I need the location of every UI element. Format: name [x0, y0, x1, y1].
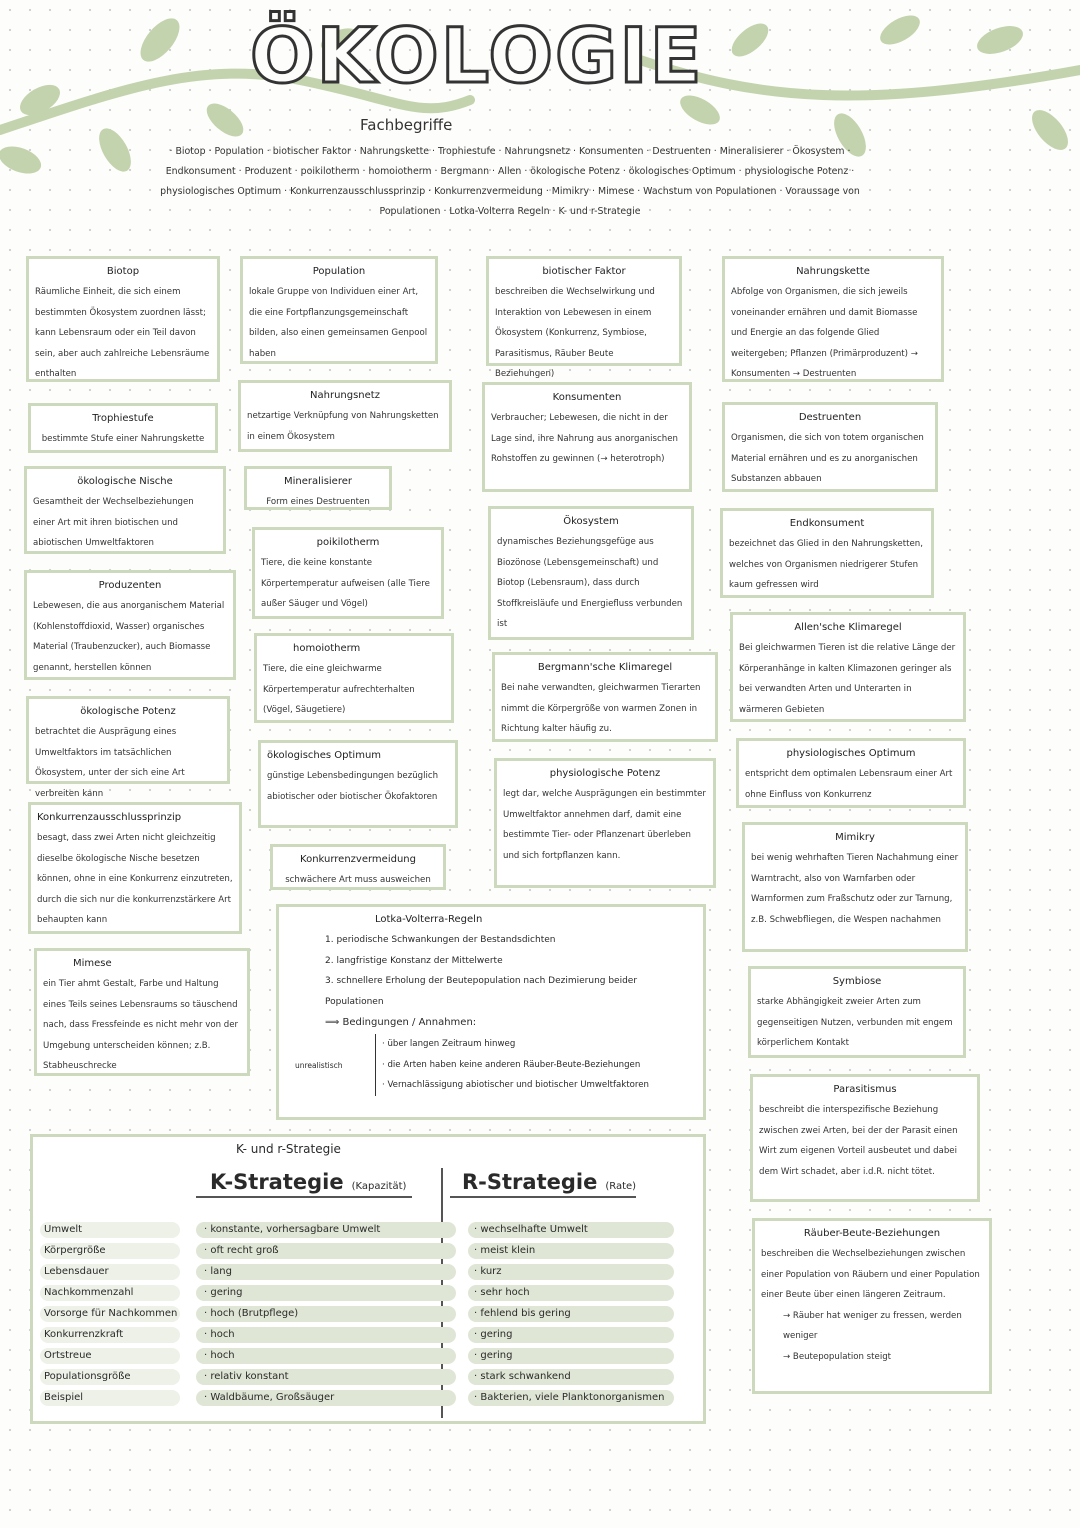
card-text: Bei gleichwarmen Tieren ist die relative Länge der Körperanhänge in kalten Klimazonen geringer als bei verwandten Arten und Unterarten in wärmeren Gebieten: [739, 643, 956, 715]
card-text: bestimmte Stufe einer Nahrungskette: [41, 434, 205, 444]
card-title: physiologisches Optimum: [786, 748, 916, 759]
leaf-icon: [93, 123, 138, 177]
kr-row: [40, 1369, 680, 1389]
card-text: Lebewesen, die aus anorganischem Material (Kohlenstoffdioxid, Wasser) organisches Material (Traubenzucker), auch Biomasse genannt, herstellen können: [33, 601, 225, 673]
card-text: schwächere Art muss ausweichen: [285, 875, 431, 885]
kr-row-k: · hoch: [196, 1348, 456, 1364]
lotka-condition: · die Arten haben keine anderen Räuber-Beute-Beziehungen: [382, 1059, 641, 1070]
kr-row: [40, 1264, 680, 1284]
kr-row-r: · Bakterien, viele Planktonorganismen: [468, 1390, 674, 1406]
card-title: Nahrungskette: [796, 266, 870, 277]
card-konsumenten: [482, 382, 692, 492]
card-title: physiologische Potenz: [549, 768, 661, 779]
card-title: Destruenten: [798, 412, 862, 423]
card-biotop: [26, 256, 220, 382]
card-konkurrenzausschlussprinzip: [28, 802, 242, 934]
lotka-side-label: unrealistisch: [295, 1061, 343, 1070]
page-title: ÖKOLOGIE: [250, 11, 704, 100]
card-homoiotherm: [254, 633, 454, 723]
card-text: entspricht dem optimalen Lebensraum einer Art ohne Einfluss von Konkurrenz: [745, 769, 953, 800]
card-title: Konkurrenzvermeidung: [300, 854, 416, 865]
card-text: dynamisches Beziehungsgefüge aus Biozönose (Lebensgemeinschaft) und Biotop (Lebensraum), dass durch Stoffkreisläufe und Energiefluss verbunden ist: [497, 537, 683, 629]
card-text: bezeichnet das Glied in den Nahrungsketten, welches von Organismen niedrigerer Stufen kaum gefressen wird: [729, 539, 923, 590]
kr-row: [40, 1306, 680, 1326]
kr-row-label: Ortstreue: [44, 1350, 92, 1361]
card-text: bei wenig wehrhaften Tieren Nachahmung einer Warntracht, also von Warnfarben oder Warnformen zum Fraßschutz oder zur Tarnung, z.B. Schwebfliegen, die Wespen nachahmen: [751, 853, 959, 925]
card-title: Mimese: [73, 958, 112, 969]
kr-row-k: · gering: [196, 1285, 456, 1301]
kr-row-k: · relativ konstant: [196, 1369, 456, 1385]
k-strategy-heading: [210, 1170, 406, 1194]
card-oekosystem: [488, 506, 694, 640]
card-text: günstige Lebensbedingungen bezüglich abiotischer oder biotischer Ökofaktoren: [267, 771, 439, 802]
k-strategy-sub: (Kapazität): [351, 1181, 407, 1192]
card-produzenten: [24, 570, 236, 680]
card-text: netzartige Verknüpfung von Nahrungsketten in einem Ökosystem: [247, 411, 439, 442]
card-title: Symbiose: [832, 976, 882, 987]
card-raeuber-beute: [752, 1218, 992, 1394]
card-title: Mimikry: [835, 832, 875, 843]
card-mimese: [34, 948, 250, 1076]
kr-row-label: Lebensdauer: [44, 1266, 109, 1277]
kr-title: K- und r-Strategie: [236, 1142, 341, 1156]
card-title: Trophiestufe: [92, 413, 154, 424]
card-physiologische-potenz: [494, 758, 716, 888]
kr-row-label: Konkurrenzkraft: [44, 1329, 124, 1340]
kr-row-r: · wechselhafte Umwelt: [468, 1222, 674, 1238]
card-trophiestufe: [28, 403, 218, 453]
kr-row: [40, 1222, 680, 1242]
card-title: Mineralisierer: [284, 476, 352, 487]
card-text: beschreiben die Wechselbeziehungen zwischen einer Population von Räubern und einer Population einer Beute über einen längeren Zeitraum.: [761, 1249, 980, 1300]
card-text: beschreiben die Wechselwirkung und Interaktion von Lebewesen in einem Ökosystem (Konkurrenz, Symbiose, Parasitismus, Räuber Beute Beziehungen): [495, 287, 655, 379]
leaf-icon: [726, 17, 774, 62]
kr-row-k: · hoch (Brutpflege): [196, 1306, 456, 1322]
card-oekologische-potenz: [26, 696, 230, 799]
kr-row-label: Populationsgröße: [44, 1371, 131, 1382]
kr-row-k: · hoch: [196, 1327, 456, 1343]
card-title: Konsumenten: [552, 392, 622, 403]
card-text: besagt, dass zwei Arten nicht gleichzeitig dieselbe ökologische Nische besetzen können, ohne in eine Konkurrenz einzutreten, durch die sich nur die konkurrenzstärkere Art behaupten kann: [37, 833, 233, 925]
card-text: Gesamtheit der Wechselbeziehungen einer Art mit ihren biotischen und abiotischen Umweltfaktoren: [33, 497, 194, 548]
card-title: poikilotherm: [316, 537, 380, 548]
card-title: Nahrungsnetz: [310, 390, 380, 401]
card-lotka-volterra: [276, 904, 706, 1120]
card-text: starke Abhängigkeit zweier Arten zum gegenseitigen Nutzen, verbunden mit engem körperlichem Kontakt: [757, 997, 953, 1048]
k-strategy-label: K-Strategie: [210, 1170, 344, 1194]
lotka-rules: [285, 930, 697, 1012]
card-title: Population: [312, 266, 366, 277]
card-allen: [730, 612, 966, 722]
card-biotischer-faktor: [486, 256, 682, 379]
card-title: Biotop: [106, 266, 140, 277]
card-mimikry: [742, 822, 968, 952]
kr-row-label: Umwelt: [44, 1224, 83, 1235]
lotka-rule: 3. schnellere Erholung der Beutepopulation nach Dezimierung beider Populationen: [325, 976, 638, 1007]
page-subtitle: Fachbegriffe: [360, 116, 453, 134]
card-physiologisches-optimum: [736, 738, 966, 808]
leaf-icon: [1025, 104, 1074, 156]
lotka-condition: · Vernachlässigung abiotischer und biotischer Umweltfaktoren: [382, 1080, 649, 1090]
leaf-icon: [875, 9, 924, 50]
card-title: Konkurrenzausschlussprinzip: [37, 812, 182, 823]
card-text: betrachtet die Ausprägung eines Umweltfaktors im tatsächlichen Ökosystem, unter der sich eine Art verbreiten kann: [35, 727, 185, 799]
card-title: Bergmann'sche Klimaregel: [537, 662, 673, 673]
kr-row-r: · gering: [468, 1327, 674, 1343]
lotka-condition: · über langen Zeitraum hinweg: [382, 1039, 516, 1049]
card-mineralisierer: [244, 466, 392, 510]
kr-row-label: Beispiel: [44, 1392, 84, 1403]
kr-row-k: · Waldbäume, Großsäuger: [196, 1390, 456, 1406]
card-text: lokale Gruppe von Individuen einer Art, die eine Fortpflanzungsgemeinschaft bilden, also einen gemeinsamen Genpool haben: [249, 287, 428, 359]
card-text: legt dar, welche Ausprägungen ein bestimmter Umweltfaktor annehmen darf, damit eine bestimmte Tier- oder Pflanzenart überleben und sich fortpflanzen kann.: [503, 789, 706, 861]
lotka-rule: 2. langfristige Konstanz der Mittelwerte: [325, 955, 503, 966]
card-endkonsument: [720, 508, 934, 598]
card-text: Verbraucher; Lebewesen, die nicht in der Lage sind, ihre Nahrung aus anorganischen Rohstoffen zu gewinnen (→ heterotroph): [491, 413, 678, 464]
card-text: Form eines Destruenten: [266, 497, 370, 507]
kr-row-r: · meist klein: [468, 1243, 674, 1259]
kr-row-k: · lang: [196, 1264, 456, 1280]
kr-row-r: · sehr hoch: [468, 1285, 674, 1301]
card-population: [240, 256, 438, 364]
card-line: → Beutepopulation steigt: [783, 1351, 892, 1362]
card-line: → Räuber hat weniger zu fressen, werden weniger: [783, 1310, 962, 1341]
card-text: Tiere, die keine konstante Körpertemperatur aufweisen (alle Tiere außer Säuger und Vögel): [261, 558, 430, 609]
card-title: Produzenten: [98, 580, 162, 591]
r-strategy-sub: (Rate): [605, 1181, 637, 1192]
kr-row-r: · kurz: [468, 1264, 674, 1280]
r-strategy-label: R-Strategie: [462, 1170, 598, 1194]
kr-row-k: · konstante, vorhersagbare Umwelt: [196, 1222, 456, 1238]
lotka-rule: 1. periodische Schwankungen der Bestandsdichten: [325, 935, 556, 945]
card-title: Allen'sche Klimaregel: [794, 622, 902, 633]
card-text: Bei nahe verwandten, gleichwarmen Tierarten nimmt die Körpergröße von warmen Zonen in Richtung kalter häufig zu.: [501, 683, 701, 734]
card-text: ein Tier ahmt Gestalt, Farbe und Haltung eines Teils seines Lebensraums so täuschend nach, dass Fressfeinde es nicht mehr von der Umgebung unterscheiden können; z.B. Stabheuschrecke: [43, 979, 239, 1071]
kr-row: [40, 1285, 680, 1305]
kr-row-k: · oft recht groß: [196, 1243, 456, 1259]
kr-row-r: · fehlend bis gering: [468, 1306, 674, 1322]
card-title: homoiotherm: [293, 643, 361, 654]
card-title: ökologische Potenz: [80, 706, 176, 717]
card-text: beschreibt die interspezifische Beziehung zwischen zwei Arten, bei der der Parasit einen Wirt zum eigenen Vorteil ausbeutet und dabei dem Wirt schadet, aber i.d.R. nicht tötet.: [759, 1105, 958, 1177]
kr-row-label: Nachkommenzahl: [44, 1287, 134, 1298]
card-text: Tiere, die eine gleichwarme Körpertemperatur aufrechterhalten (Vögel, Säugetiere): [263, 664, 415, 715]
card-destruenten: [722, 402, 938, 492]
card-title: ökologische Nische: [77, 476, 173, 487]
kr-row-label: Vorsorge für Nachkommen: [44, 1308, 178, 1319]
kr-row: [40, 1327, 680, 1347]
kr-row: [40, 1390, 680, 1410]
card-konkurrenzvermeidung: [270, 844, 446, 890]
card-text: Räumliche Einheit, die sich einem bestimmten Ökosystem zuordnen lässt; kann Lebensraum oder ein Teil davon sein, aber auch zahlreiche Lebensräume enthalten: [35, 287, 210, 379]
card-symbiose: [748, 966, 966, 1058]
leaf-icon: [0, 141, 45, 179]
r-underline: [450, 1196, 636, 1198]
card-oekologisches-optimum: [258, 740, 458, 828]
r-strategy-heading: [462, 1170, 636, 1194]
card-parasitismus: [750, 1074, 980, 1202]
card-oekologische-nische: [24, 466, 226, 554]
card-title: Räuber-Beute-Beziehungen: [803, 1228, 941, 1239]
card-text: Organismen, die sich von totem organischen Material ernähren und es zu anorganischen Substanzen abbauen: [731, 433, 924, 484]
kr-row-r: · stark schwankend: [468, 1369, 674, 1385]
term-list: · Biotop · Population · biotischer Faktor · Nahrungskette · Trophiestufe · Nahrungsnetz · Konsumenten · Destruenten · Mineralisierer · Ökosystem · Endkonsument · Produzent · poikilotherm · homoiotherm · Bergmann · Allen · ökologische Potenz · ökologisches Optimum · physiologische Potenz · physiologisches Optimum · Konkurrenzausschlussprinzip · Konkurrenzvermeidung · Mimikry · Mimese · Wachstum von Populationen · Voraussage von Populationen · Lotka-Volterra Regeln · K- und r-Strategie: [160, 146, 860, 217]
leaf-icon: [133, 12, 186, 69]
card-bergmann: [492, 652, 718, 742]
card-poikilotherm: [252, 527, 444, 619]
k-underline: [196, 1196, 412, 1198]
kr-row: [40, 1348, 680, 1368]
card-nahrungskette: [722, 256, 944, 382]
kr-row-r: · gering: [468, 1348, 674, 1364]
lotka-conditions: [295, 1034, 697, 1096]
leaf-icon: [973, 21, 1026, 60]
leaf-icon: [201, 97, 249, 142]
card-nahrungsnetz: [238, 380, 452, 452]
card-text: Abfolge von Organismen, die sich jeweils voneinander ernähren und damit Biomasse und Energie an das folgende Glied weitergeben; Pflanzen (Primärproduzent) → Konsumenten → Destruenten: [731, 287, 918, 379]
card-title: biotischer Faktor: [542, 266, 626, 277]
card-title: Ökosystem: [563, 516, 619, 527]
kr-row: [40, 1243, 680, 1263]
card-title: Lotka-Volterra-Regeln: [375, 914, 483, 925]
lotka-arrow: ⟹ Bedingungen / Annahmen:: [325, 1017, 477, 1028]
card-title: Parasitismus: [833, 1084, 897, 1095]
card-title: Endkonsument: [789, 518, 865, 529]
card-title: ökologisches Optimum: [267, 750, 382, 761]
kr-row-label: Körpergröße: [44, 1245, 106, 1256]
